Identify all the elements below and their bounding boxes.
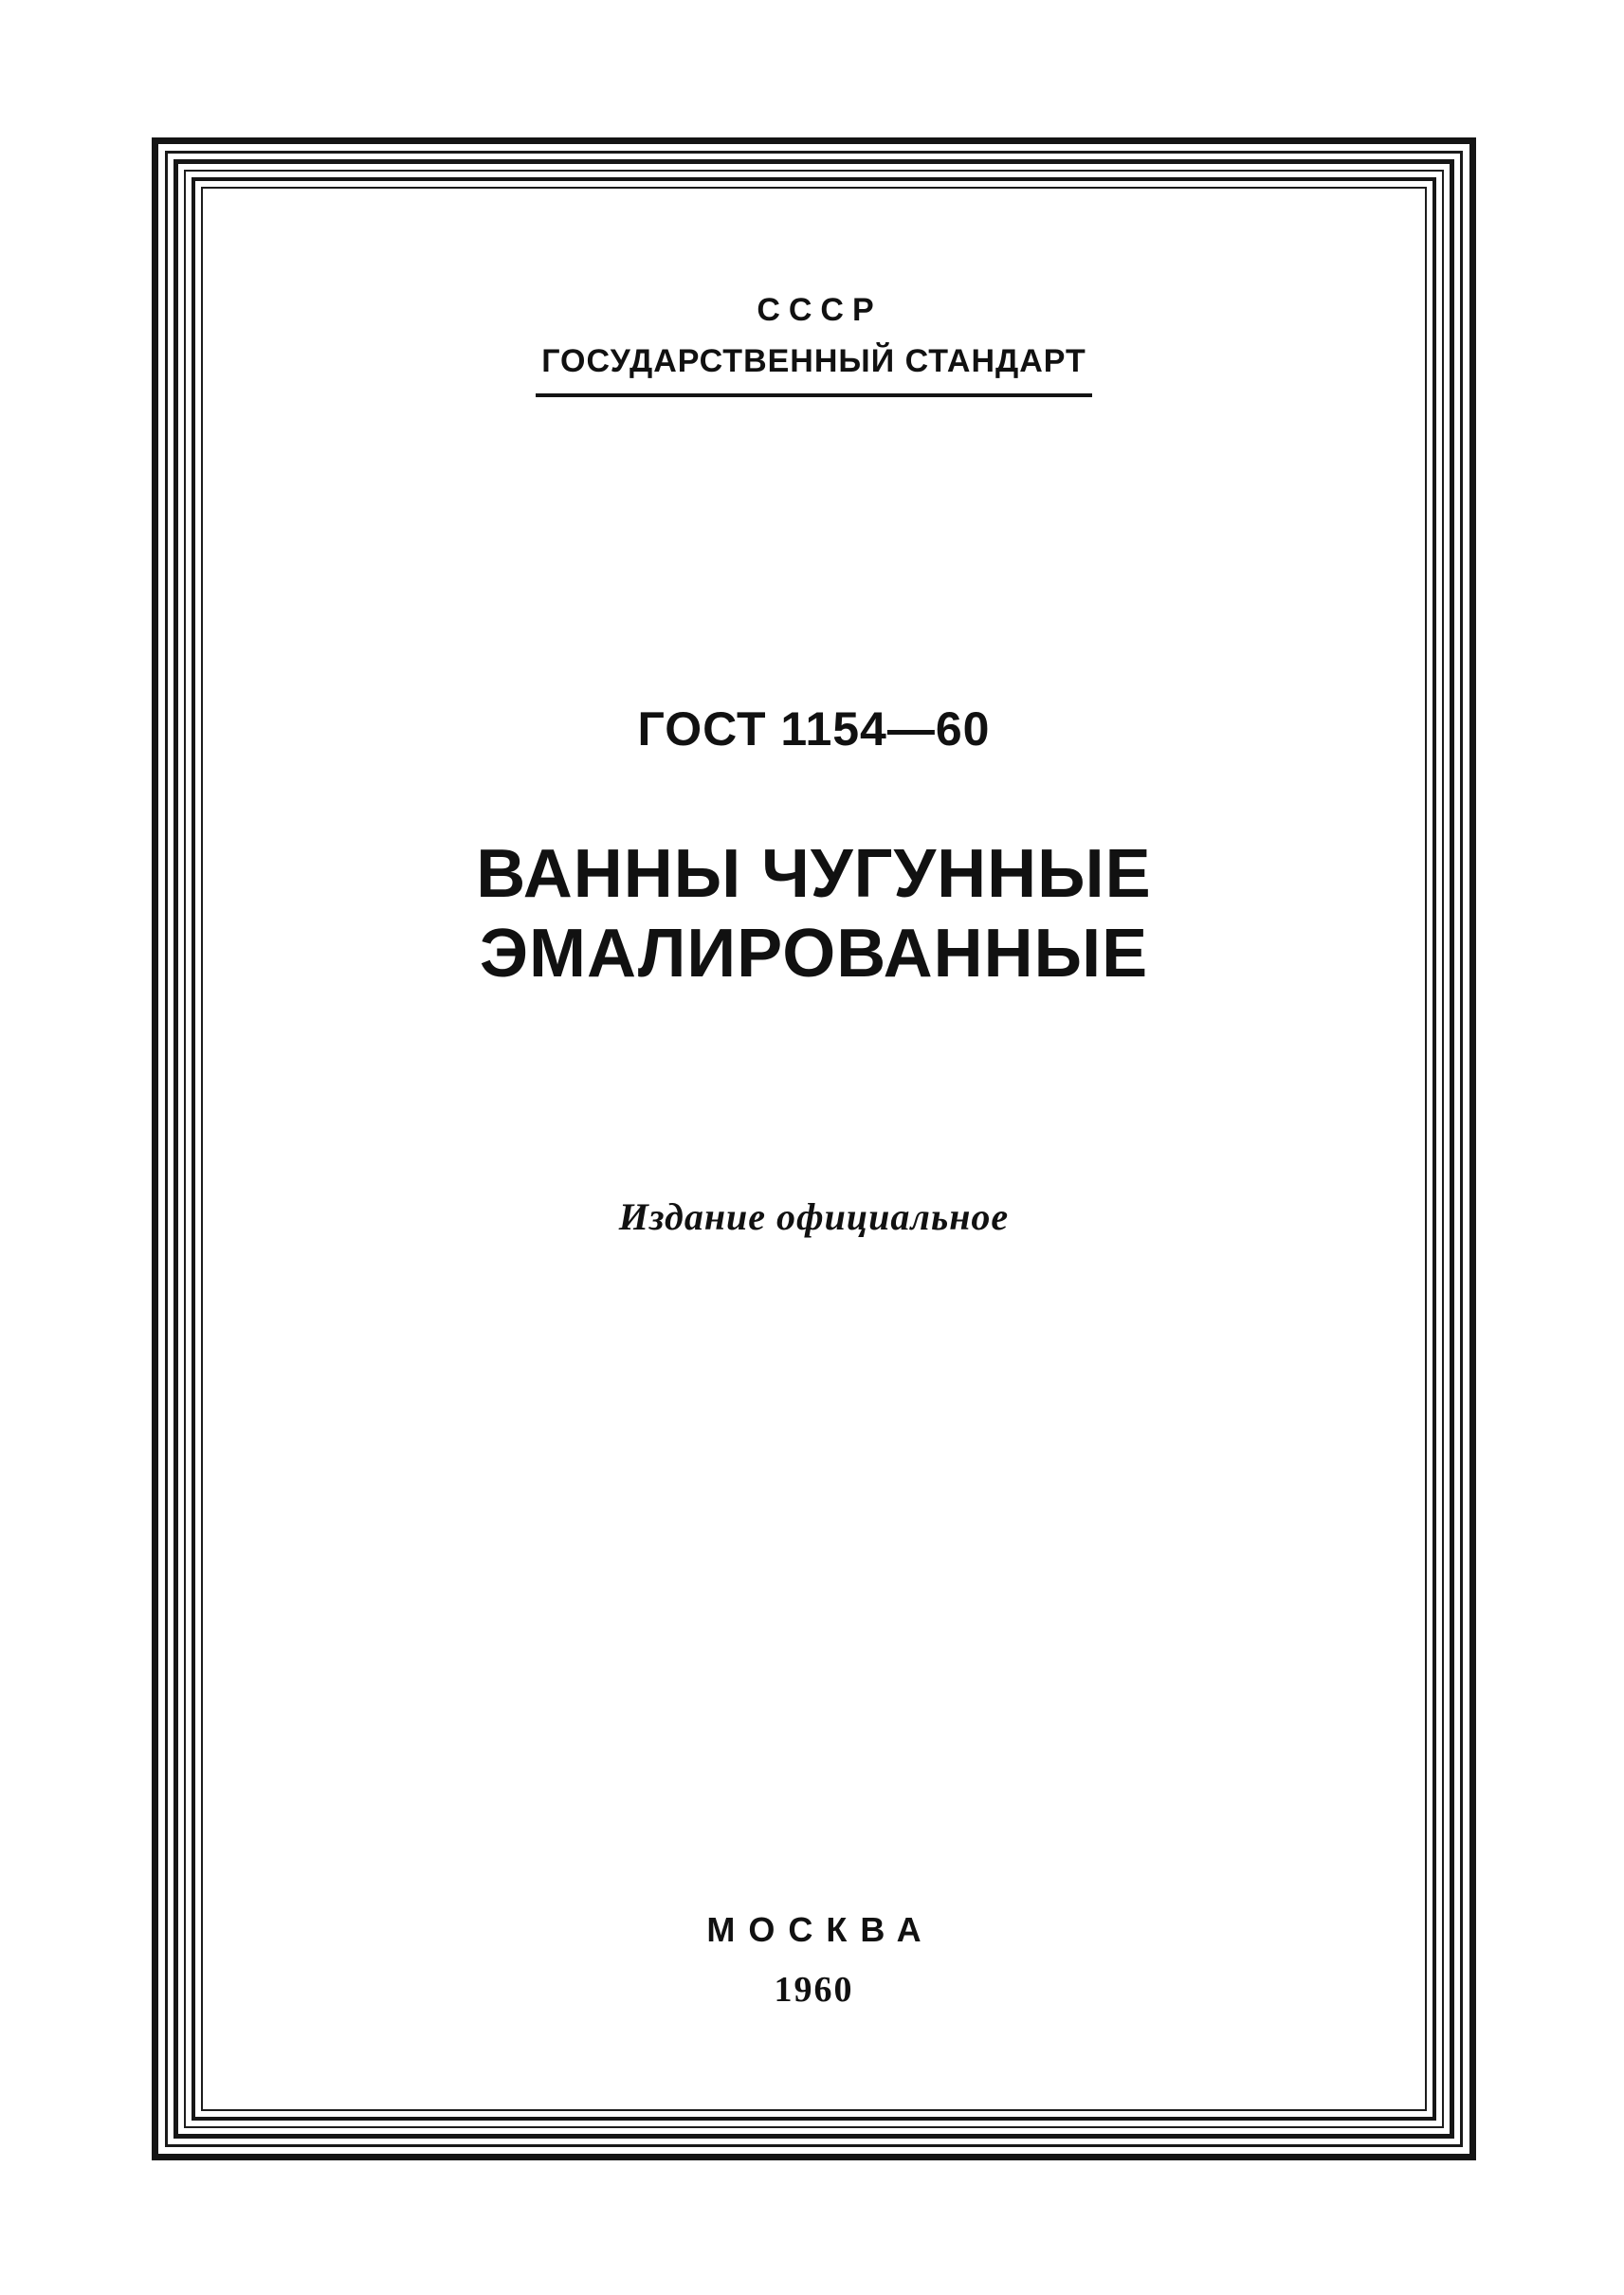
country-label: СССР <box>757 292 883 328</box>
document-title <box>209 834 1419 993</box>
standard-type-label: ГОСУДАРСТВЕННЫЙ СТАНДАРТ <box>536 343 1092 397</box>
city-label: МОСКВА <box>706 1910 935 1949</box>
edition-label: Издание официальное <box>618 1195 1010 1238</box>
title-line: ЭМАЛИРОВАННЫЕ <box>479 916 1149 992</box>
imprint-block <box>209 1910 1419 2011</box>
title-page <box>209 199 1419 2099</box>
title-line: ВАННЫ ЧУГУННЫЕ <box>476 836 1152 912</box>
header-block <box>209 294 1419 397</box>
document-code: ГОСТ 1154—60 <box>637 702 991 756</box>
year-label: 1960 <box>774 1970 854 2010</box>
